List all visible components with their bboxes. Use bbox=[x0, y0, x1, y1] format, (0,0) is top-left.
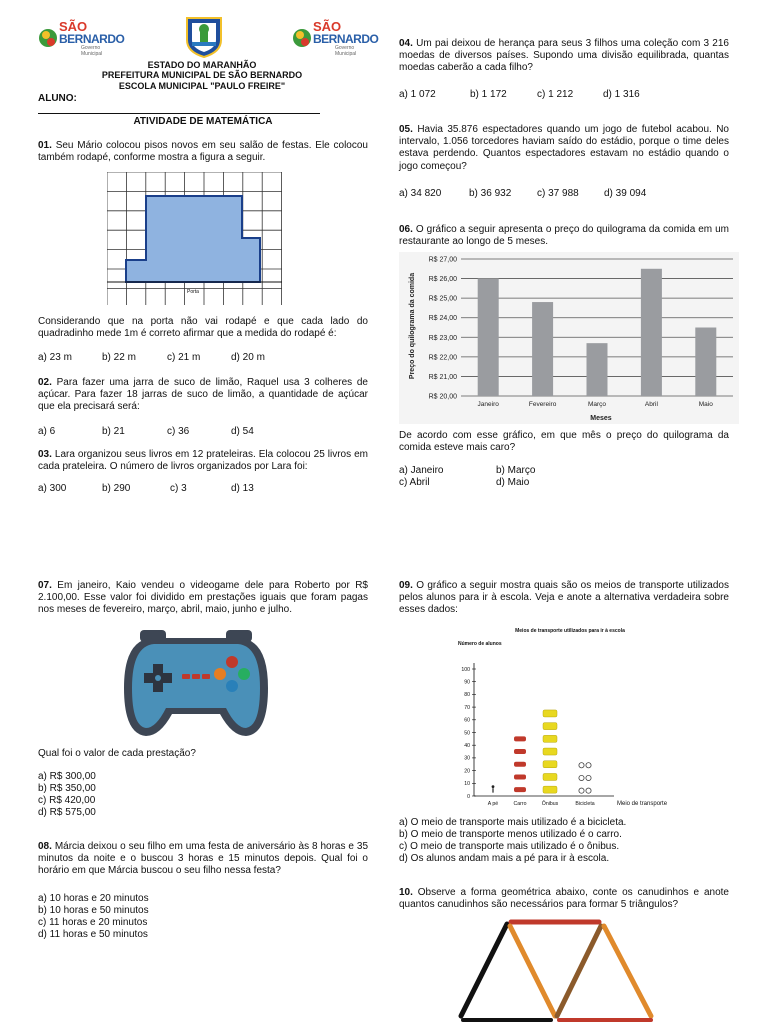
y-tick-label: R$ 25,00 bbox=[428, 295, 457, 303]
option-d[interactable]: d) Os alunos andam mais a pé para ir à escola. bbox=[399, 853, 610, 864]
logo-right-text: SÃO BERNARDO Governo Municipal bbox=[313, 19, 379, 57]
straw-triangles-figure bbox=[455, 918, 665, 1024]
straw-orange-middle bbox=[510, 926, 555, 1016]
option-b[interactable]: b) 21 bbox=[102, 426, 125, 437]
option-b[interactable]: b) 22 m bbox=[102, 352, 136, 363]
y-tick-label: 0 bbox=[467, 793, 470, 800]
question-05-options bbox=[399, 188, 646, 200]
question-06: 06. O gráfico a seguir apresenta o preço do quilograma da comida em um restaurante ao longo de 5 meses. bbox=[399, 224, 729, 248]
bar-março bbox=[587, 343, 608, 396]
floor-plan-figure bbox=[107, 172, 282, 307]
walking-person-icon bbox=[492, 785, 495, 788]
option-c[interactable]: c) 11 horas e 20 minutos bbox=[38, 917, 148, 928]
y-tick-label: R$ 22,00 bbox=[428, 354, 457, 362]
price-bar-chart bbox=[399, 252, 739, 424]
option-d[interactable]: d) 13 bbox=[231, 483, 254, 494]
question-01-options bbox=[38, 352, 265, 364]
y-tick-label: R$ 23,00 bbox=[428, 334, 457, 342]
bicycle-icon bbox=[586, 763, 591, 768]
car-icon bbox=[514, 787, 526, 792]
y-tick-label: R$ 26,00 bbox=[428, 276, 457, 284]
bus-icon bbox=[543, 748, 557, 755]
y-tick-label: 60 bbox=[464, 717, 470, 724]
question-03-options bbox=[38, 483, 254, 495]
x-tick-label: Ônibus bbox=[541, 801, 559, 807]
question-05: 05. Havia 35.876 espectadores quando um jogo de futebol acabou. No intervalo, 1.056 torcedores haviam saído do estádio, porque o time deles estava perdendo. Quantos espectadores estavam no estádio quando o jogo começou? bbox=[399, 124, 729, 172]
bus-icon bbox=[543, 723, 557, 730]
option-c[interactable]: c) 21 m bbox=[167, 352, 201, 363]
question-09-options bbox=[399, 817, 626, 865]
option-b[interactable]: b) 10 horas e 50 minutos bbox=[38, 905, 149, 916]
option-c[interactable]: c) 1 212 bbox=[537, 89, 574, 100]
option-c[interactable]: c) 3 bbox=[170, 483, 187, 494]
logo-left-text: SÃO BERNARDO Governo Municipal bbox=[59, 19, 125, 57]
option-b[interactable]: b) 36 932 bbox=[469, 188, 512, 199]
x-tick-label: Bicicleta bbox=[575, 801, 595, 807]
header-state: ESTADO DO MARANHÃO bbox=[147, 60, 257, 70]
option-d[interactable]: d) 1 316 bbox=[603, 89, 640, 100]
transport-pictograph-chart bbox=[440, 624, 690, 816]
y-tick-label: 30 bbox=[464, 755, 470, 762]
bar-maio bbox=[695, 328, 716, 397]
option-c[interactable]: c) 37 988 bbox=[537, 188, 579, 199]
option-b[interactable]: b) 290 bbox=[102, 483, 131, 494]
y-tick-label: 70 bbox=[464, 704, 470, 711]
option-b[interactable]: b) Março bbox=[496, 465, 536, 476]
option-c[interactable]: c) R$ 420,00 bbox=[38, 795, 96, 806]
transport-chart-title: Meios de transporte utilizados para ir à escola bbox=[515, 628, 625, 634]
price-chart-ylabel: Preço do quilograma da comida bbox=[409, 272, 416, 380]
bus-icon bbox=[543, 786, 557, 793]
question-02-options bbox=[38, 426, 254, 438]
game-controller-illustration bbox=[122, 628, 270, 740]
y-tick-label: R$ 24,00 bbox=[428, 315, 457, 323]
bus-icon bbox=[543, 761, 557, 768]
transport-chart-xlabel: Meio de transporte bbox=[617, 801, 668, 807]
bar-fevereiro bbox=[532, 302, 553, 396]
y-tick-label: 10 bbox=[464, 781, 470, 788]
option-d[interactable]: d) 39 094 bbox=[604, 188, 647, 199]
question-06-prompt: De acordo com esse gráfico, em que mês o preço do quilograma da comida esteve mais caro? bbox=[399, 430, 729, 454]
bicycle-icon bbox=[579, 775, 584, 780]
option-a[interactable]: a) 300 bbox=[38, 483, 67, 494]
floor-area bbox=[126, 196, 260, 282]
question-02: 02. Para fazer uma jarra de suco de limão, Raquel usa 3 colheres de açúcar. Para fazer 18 jarras de suco de limão, a quantidade de açúcar que ela precisará será: bbox=[38, 377, 368, 413]
option-b[interactable]: b) O meio de transporte menos utilizado é o carro. bbox=[399, 829, 622, 840]
question-04-options bbox=[399, 89, 640, 101]
school-header bbox=[70, 60, 334, 91]
question-10: 10. Observe a forma geométrica abaixo, conte os canudinhos e anote quantos canudinhos são necessários para formar 5 triângulos? bbox=[399, 887, 729, 911]
option-c[interactable]: c) O meio de transporte mais utilizado é o ônibus. bbox=[399, 841, 620, 852]
y-tick-label: 100 bbox=[461, 666, 470, 673]
student-name-field[interactable]: ALUNO: bbox=[38, 93, 360, 118]
option-a[interactable]: a) 34 820 bbox=[399, 188, 442, 199]
option-d[interactable]: d) 54 bbox=[231, 426, 254, 437]
x-tick-label: Maio bbox=[698, 401, 713, 408]
x-tick-label: Março bbox=[587, 401, 607, 408]
option-a[interactable]: a) 23 m bbox=[38, 352, 72, 363]
bicycle-icon bbox=[586, 775, 591, 780]
option-a[interactable]: a) Janeiro bbox=[399, 465, 444, 476]
question-08-options bbox=[38, 893, 149, 941]
bus-icon bbox=[543, 773, 557, 780]
straw-black-left bbox=[461, 924, 507, 1016]
option-d[interactable]: d) 11 horas e 50 minutos bbox=[38, 929, 148, 940]
question-07-options bbox=[38, 771, 96, 819]
door-label: Porta bbox=[187, 289, 199, 295]
bicycle-icon bbox=[579, 788, 584, 793]
bicycle-icon bbox=[586, 788, 591, 793]
straw-orange-far-right bbox=[604, 926, 651, 1016]
bar-janeiro bbox=[478, 279, 499, 396]
option-b[interactable]: b) R$ 350,00 bbox=[38, 783, 96, 794]
straw-brown-right bbox=[557, 926, 601, 1016]
price-chart-xlabel: Meses bbox=[590, 415, 612, 422]
option-a[interactable]: a) 1 072 bbox=[399, 89, 436, 100]
question-07: 07. Em janeiro, Kaio vendeu o videogame dele para Roberto por R$ 2.100,00. Esse valor foi dividido em prestações iguais que foram pagas nos meses de fevereiro, março, abril, maio, junho e julho. bbox=[38, 580, 368, 616]
y-tick-label: 90 bbox=[464, 679, 470, 686]
y-tick-label: R$ 20,00 bbox=[428, 393, 457, 401]
option-a[interactable]: a) 6 bbox=[38, 426, 56, 437]
page-title: ATIVIDADE DE MATEMÁTICA bbox=[133, 116, 273, 127]
municipal-coat-of-arms bbox=[184, 16, 224, 58]
car-icon bbox=[514, 736, 526, 741]
option-b[interactable]: b) 1 172 bbox=[470, 89, 507, 100]
question-04: 04. Um pai deixou de herança para seus 3 filhos uma coleção com 3 216 moedas de diversos países. Supondo uma divisão equilibrada, quantas moedas caberão a cada filho? bbox=[399, 38, 729, 74]
option-d[interactable]: d) 20 m bbox=[231, 352, 265, 363]
question-06-options bbox=[399, 465, 535, 489]
y-tick-label: 20 bbox=[464, 768, 470, 775]
option-a[interactable]: a) 10 horas e 20 minutos bbox=[38, 893, 149, 904]
header-school: ESCOLA MUNICIPAL "PAULO FREIRE" bbox=[118, 80, 286, 91]
question-03: 03. Lara organizou seus livros em 12 prateleiras. Ela colocou 25 livros em cada prateleira. O número de livros organizados por Lara foi: bbox=[38, 449, 368, 473]
x-tick-label: Janeiro bbox=[477, 401, 499, 408]
x-tick-label: Fevereiro bbox=[528, 401, 557, 408]
question-09: 09. O gráfico a seguir mostra quais são os meios de transporte utilizados pelos alunos para ir à escola. Veja e anote a alternativa verdadeira sobre esses dados: bbox=[399, 580, 729, 616]
x-tick-label: A pé bbox=[487, 801, 499, 807]
question-01-prompt: Considerando que na porta não vai rodapé e que cada lado do quadradinho mede 1m é correto afirmar que a medida do rodapé é: bbox=[38, 316, 368, 340]
question-01: 01. Seu Mário colocou pisos novos em seu salão de festas. Ele colocou também rodapé, conforme mostra a figura a seguir. bbox=[38, 140, 368, 164]
car-icon bbox=[514, 762, 526, 767]
car-icon bbox=[514, 774, 526, 779]
transport-chart-ylabel: Número de alunos bbox=[458, 641, 502, 647]
bicycle-icon bbox=[579, 763, 584, 768]
header-prefecture: PREFEITURA MUNICIPAL DE SÃO BERNARDO bbox=[101, 70, 303, 81]
option-a[interactable]: a) R$ 300,00 bbox=[38, 771, 96, 782]
question-08: 08. Márcia deixou o seu filho em uma festa de aniversário às 8 horas e 35 minutos da noite e o buscou 3 horas e 15 minutos depois. Qual foi o horário em que Márcia buscou o seu filho nessa festa? bbox=[38, 841, 369, 877]
option-c[interactable]: c) 36 bbox=[167, 426, 190, 437]
y-tick-label: R$ 21,00 bbox=[428, 373, 457, 381]
x-tick-label: Abril bbox=[644, 401, 658, 408]
question-07-prompt: Qual foi o valor de cada prestação? bbox=[38, 748, 196, 759]
option-d[interactable]: d) R$ 575,00 bbox=[38, 807, 96, 818]
bus-icon bbox=[543, 735, 557, 742]
y-tick-label: 50 bbox=[464, 730, 470, 737]
y-tick-label: 80 bbox=[464, 692, 470, 699]
y-tick-label: R$ 27,00 bbox=[428, 256, 457, 264]
car-icon bbox=[514, 749, 526, 754]
bus-icon bbox=[543, 710, 557, 717]
option-a[interactable]: a) O meio de transporte mais utilizado é a bicicleta. bbox=[399, 817, 627, 828]
bar-abril bbox=[641, 269, 662, 396]
y-tick-label: 40 bbox=[464, 743, 470, 749]
option-d[interactable]: d) Maio bbox=[496, 477, 530, 488]
option-c[interactable]: c) Abril bbox=[399, 477, 430, 488]
x-tick-label: Carro bbox=[513, 801, 527, 807]
